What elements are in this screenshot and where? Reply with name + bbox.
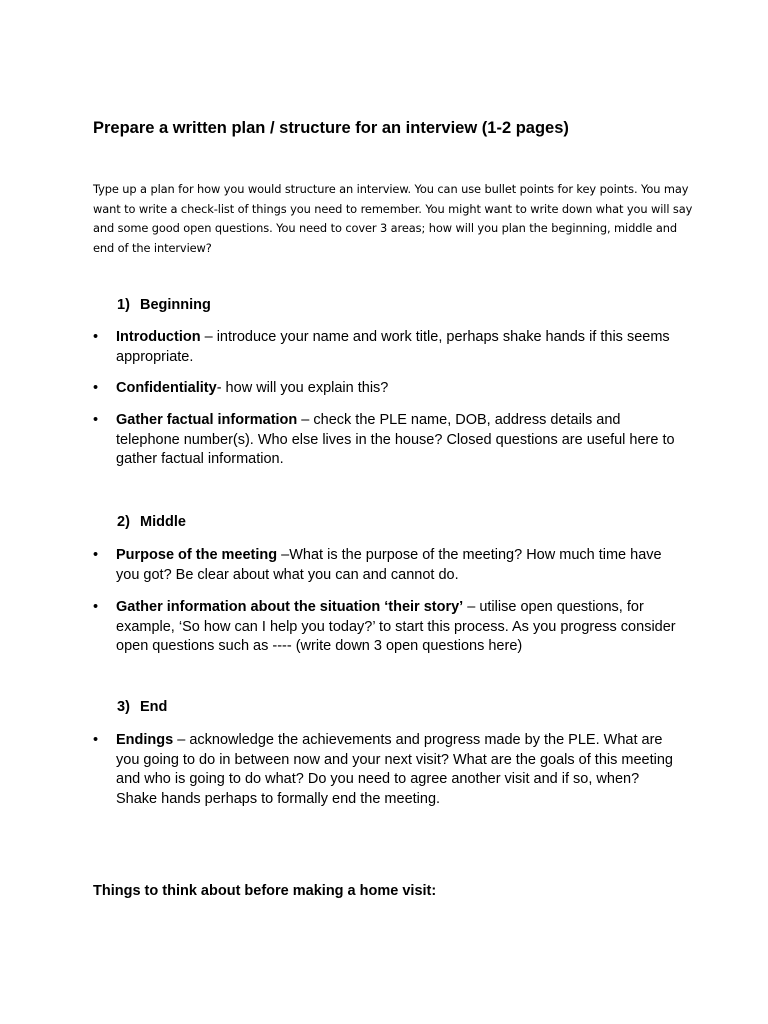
bullet-text: – introduce your name and work title, perhaps shake hands if this seems appropriate. [116,329,670,365]
bullet-gather-situation-information [93,598,683,657]
bullet-introduction [93,328,683,367]
section-number: 3) [117,699,130,715]
section-number: 1) [117,297,130,313]
bullet-text: - how will you explain this? [216,380,389,396]
bullet-point: • [93,380,99,396]
bullet-text: – acknowledge the achievements and progress made by the PLE. What are you going to do in between now and your next visit? What are the goals of this meeting and who is going to do what? Do you need to agree another visit and if so, when? Shake hands perhaps to formally end the meeting. [116,732,673,808]
bullet-gather-factual-information [93,411,683,470]
bullet-point: • [93,547,99,563]
section-number: 2) [117,514,130,530]
bullet-purpose-of-meeting [93,546,683,585]
bullet-label: Confidentiality [116,380,217,396]
bullet-label: Introduction [116,329,201,345]
bullet-point: • [93,732,99,748]
section-title: Middle [140,514,186,530]
bullet-point: • [93,412,99,428]
section-heading-middle [117,514,186,530]
section-heading-end [117,699,167,715]
bullet-point: • [93,329,99,345]
bullet-label: Gather factual information [116,412,298,428]
bullet-label: Gather information about the situation ‘their story’ [116,599,464,615]
section-title: Beginning [140,297,211,313]
document-title: Prepare a written plan / structure for an interview (1-2 pages) [93,119,569,137]
bullet-text: – check the PLE name, DOB, address details and telephone number(s). Who else lives in the house? Closed questions are useful here to gather factual information. [116,412,675,468]
home-visit-heading: Things to think about before making a home visit: [93,883,437,899]
bullet-text: –What is the purpose of the meeting? How much time have you got? Be clear about what you can and cannot do. [116,547,662,583]
bullet-text: – utilise open questions, for example, ‘So how can I help you today?’ to start this process. As you progress consider open questions such as ---- (write down 3 open questions here) [116,599,676,655]
bullet-point: • [93,599,99,615]
bullet-confidentiality [93,379,683,399]
section-title: End [140,699,168,715]
bullet-label: Endings [116,732,174,748]
section-heading-beginning [117,297,211,313]
intro-paragraph: Type up a plan for how you would structure an interview. You can use bullet points for key points. You may want to write a check-list of things you need to remember. You might want to write down what you will say and some good open questions. You need to cover 3 areas; how will you plan the beginning, middle and end of the interview? [93,182,693,255]
bullet-endings [93,731,683,810]
bullet-label: Purpose of the meeting [116,547,278,563]
